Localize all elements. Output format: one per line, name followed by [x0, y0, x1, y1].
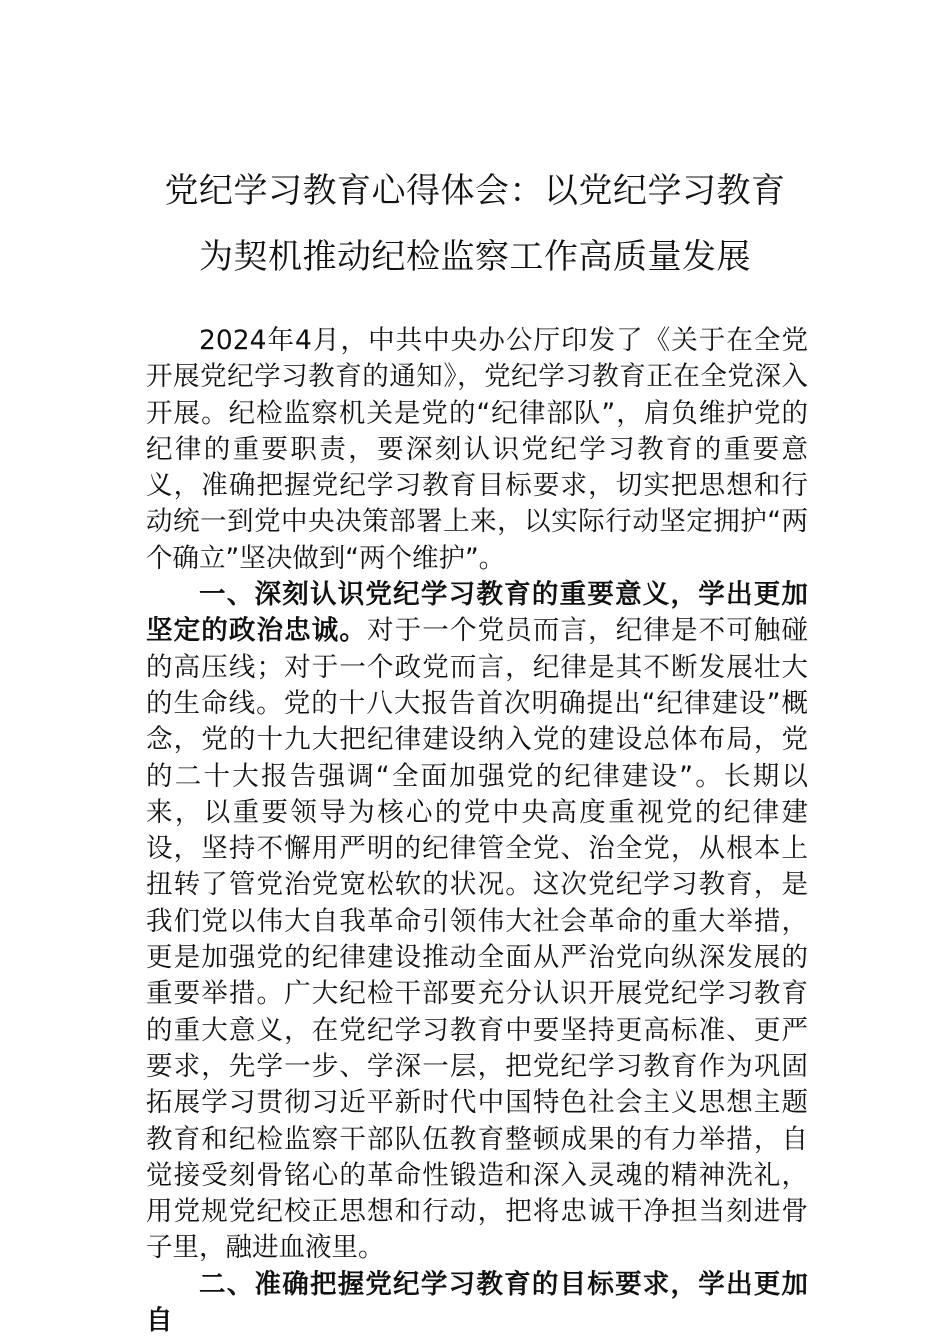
title-line-2: 为契机推动纪检监察工作高质量发展: [199, 237, 751, 277]
section-1-heading: 一、深刻认识党纪学习教育的重要意义，学出更加坚定的政治忠诚。: [146, 579, 808, 647]
paragraph-text: 2024年4月，中共中央办公厅印发了《关于在全党开展党纪学习教育的通知》，党纪学习教育正在全党深入开展。纪检监察机关是党的“纪律部队”，肩负维护党的纪律的重要职责，要深刻认识党纪学习教育的重要意义，准确把握党纪学习教育目标要求，切实把思想和行动统一到党中央决策部署上来，以实际行动坚定拥护“两个确立”坚决做到“两个维护”。: [146, 325, 808, 574]
document-title: [140, 158, 810, 290]
section-2-heading: 二、准确把握党纪学习教育的目标要求，学出更加自: [146, 1268, 808, 1337]
section-1-text: 对于一个党员而言，纪律是不可触碰的高压线；对于一个政党而言，纪律是其不断发展壮大的生命线。党的十八大报告首次明确提出“纪律建设”概念，党的十九大把纪律建设纳入党的建设总体布局，党的二十大报告强调“全面加强党的纪律建设”。长期以来，以重要领导为核心的党中央高度重视党的纪律建设，坚持不懈用严明的纪律管全党、治全党，从根本上扭转了管党治党宽松软的状况。这次党纪学习教育，是我们党以伟大自我革命引领伟大社会革命的重大举措，更是加强党的纪律建设推动全面从严治党向纵深发展的重要举措。广大纪检干部要充分认识开展党纪学习教育的重大意义，在党纪学习教育中要坚持更高标准、更严要求，先学一步、学深一层，把党纪学习教育作为巩固拓展学习贯彻习近平新时代中国特色社会主义思想主题教育和纪检监察干部队伍教育整顿成果的有力举措，自觉接受刻骨铭心的革命性锻造和深入灵魂的精神洗礼，用党规党纪校正思想和行动，把将忠诚干净担当刻进骨子里，融进血液里。: [146, 615, 809, 1264]
paragraph-section-1: [146, 577, 808, 1267]
document-body: [146, 323, 808, 1339]
title-line-1: 党纪学习教育心得体会：以党纪学习教育: [164, 171, 786, 211]
paragraph-section-2: [146, 1267, 808, 1340]
paragraph-intro: [146, 323, 808, 577]
